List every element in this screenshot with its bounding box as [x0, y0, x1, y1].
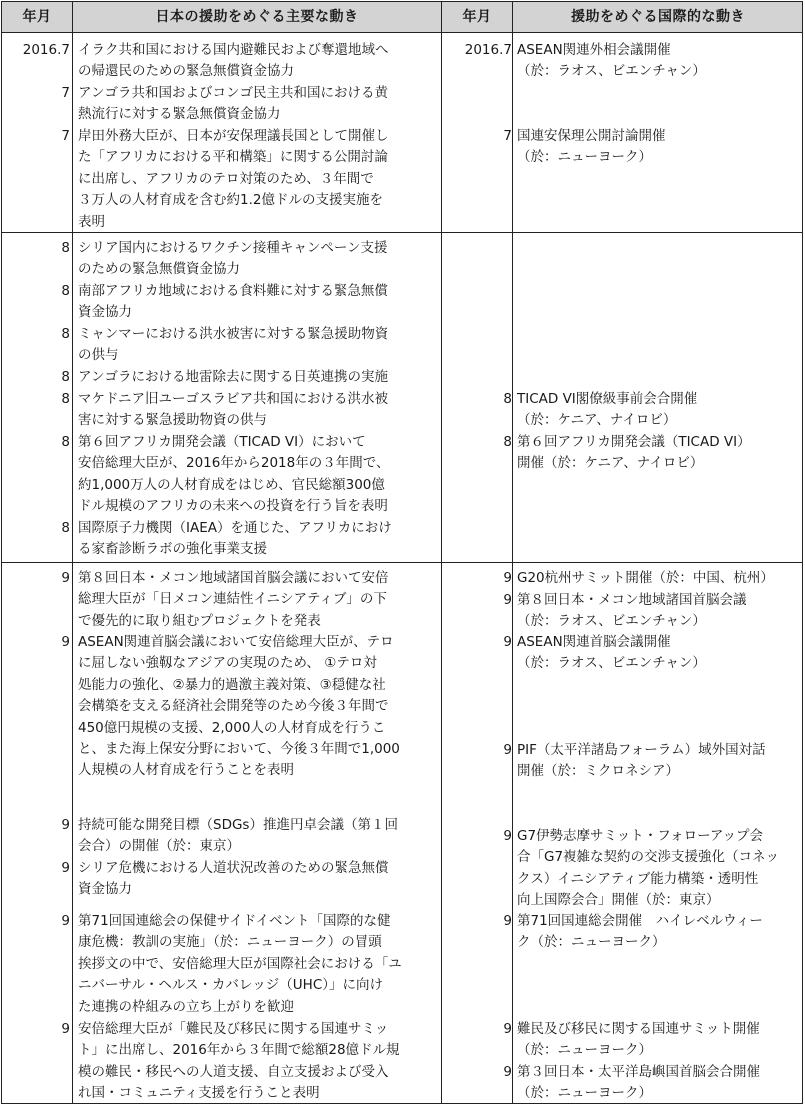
- japan-event: [78, 632, 444, 782]
- event-text-line: （於：ケニア、ナイロビ）: [517, 412, 677, 429]
- intl-event-date: 9: [503, 828, 512, 844]
- japan-event: [78, 815, 444, 858]
- japan-event: [78, 83, 444, 126]
- intl-event: [517, 432, 801, 475]
- intl-event-date: 9: [503, 1021, 512, 1037]
- event-text-line: 挨拶文の中で、安倍総理大臣が国際社会における「ユ: [78, 955, 402, 972]
- event-text-line: 総理大臣が「日メコン連結性イニシアティブ」の下: [78, 591, 387, 608]
- event-text-line: ニバーサル・ヘルス・カバレッジ（UHC）」に向け: [78, 977, 383, 994]
- intl-event: [517, 590, 801, 633]
- event-text-line: 持続可能な開発目標（SDGs）推進円卓会議（第１回: [78, 817, 398, 833]
- japan-event: [78, 126, 444, 233]
- event-text-line: 会構築を支える経済社会開発等のため今後３年間で: [78, 698, 389, 715]
- event-text-line: クス）イニシアティブ能力構築・透明性: [517, 870, 759, 887]
- event-text-line: 第６回アフリカ開発会議（TICAD VI）: [517, 434, 751, 450]
- event-text-line: G7伊勢志摩サミット・フォローアップ会: [517, 828, 763, 844]
- event-text-line: ト」に出席し、2016年から３年間で総額28億ドル規: [78, 1042, 400, 1059]
- event-text-line: 開催（於：ミクロネシア）: [517, 763, 679, 780]
- intl-event-date: 9: [503, 634, 512, 650]
- event-text-line: 向上国際会合」開催（於：東京）: [517, 892, 720, 909]
- intl-event-date: 7: [503, 128, 512, 144]
- header-japan: 日本の援助をめぐる主要な動き: [155, 9, 359, 25]
- event-text-line: 会合）の開催（於：東京）: [78, 838, 240, 855]
- japan-event: [78, 389, 444, 432]
- intl-event: [517, 568, 801, 589]
- event-text-line: 安倍総理大臣が「難民及び移民に関する国連サミッ: [78, 1021, 389, 1037]
- event-text-line: 難民及び移民に関する国連サミット開催: [517, 1021, 760, 1037]
- event-text-line: 熱流行に対する緊急無償資金協力: [78, 106, 281, 123]
- event-text-line: シリア国内におけるワクチン接種キャンペーン支援: [78, 240, 388, 256]
- event-text-line: ク（於：ニューヨーク）: [517, 934, 666, 951]
- intl-event: [517, 1062, 801, 1105]
- intl-event: [517, 632, 801, 675]
- event-text-line: 資金協力: [78, 881, 132, 898]
- event-text-line: TICAD VI閣僚級事前会合開催: [517, 391, 698, 407]
- intl-event: [517, 126, 801, 169]
- event-text-line: シリア危機における人道状況改善のための緊急無償: [78, 860, 389, 876]
- event-text-line: た「アフリカにおける平和構築」に関する公開討論: [78, 149, 388, 166]
- japan-event: [78, 568, 444, 632]
- event-text-line: 安倍総理大臣が、2016年から2018年の３年間で、: [78, 455, 390, 472]
- header-intl: 援助をめぐる国際的な動き: [571, 9, 745, 25]
- event-text-line: 資金協力: [78, 304, 132, 321]
- japan-event: [78, 518, 444, 561]
- event-text-line: ３万人の人材育成を含む約1.2億ドルの支援実施を: [78, 192, 383, 209]
- event-text-line: の供与: [78, 347, 119, 364]
- intl-event-date: 8: [503, 391, 512, 407]
- event-text-line: マケドニア旧ユーゴスラビア共和国における洪水被: [78, 391, 388, 407]
- intl-event-date: 9: [503, 570, 512, 586]
- japan-event-date: 8: [61, 326, 70, 342]
- japan-event-date: 2016.7: [22, 42, 70, 58]
- intl-event: [517, 826, 801, 912]
- event-text-line: で優先的に取り組むプロジェクトを発表: [78, 612, 321, 629]
- event-text-line: （於：ラオス、ビエンチャン）: [517, 655, 706, 672]
- column-divider: [72, 2, 73, 1103]
- event-text-line: 南部アフリカ地域における食料難に対する緊急無償: [78, 283, 388, 299]
- japan-event: [78, 324, 444, 367]
- event-text-line: （於：ニューヨーク）: [517, 1085, 652, 1102]
- event-text-line: ミャンマーにおける洪水被害に対する緊急援助物資: [78, 326, 389, 342]
- event-text-line: ASEAN関連首脳会議において安倍総理大臣が、テロ: [78, 634, 394, 650]
- event-text-line: 第８回日本・メコン地域諸国首脳会議において安倍: [78, 570, 389, 586]
- japan-event-date: 9: [61, 817, 70, 833]
- japan-event-date: 8: [61, 434, 70, 450]
- intl-event: [517, 389, 801, 432]
- intl-event-date: 2016.7: [464, 42, 512, 58]
- japan-event-date: 9: [61, 860, 70, 876]
- event-text-line: 第71回国連総会の保健サイドイベント「国際的な健: [78, 913, 391, 929]
- event-text-line: ASEAN関連首脳会議開催: [517, 634, 671, 650]
- event-text-line: PIF（太平洋諸島フォーラム）域外国対話: [517, 742, 766, 758]
- column-divider: [512, 2, 513, 1103]
- japan-event-date: 8: [61, 520, 70, 536]
- intl-event-date: 8: [503, 434, 512, 450]
- intl-event-date: 9: [503, 592, 512, 608]
- intl-event: [517, 911, 801, 954]
- event-text-line: ASEAN関連外相会議開催: [517, 42, 671, 58]
- event-text-line: 第８回日本・メコン地域諸国首脳会議: [517, 592, 747, 608]
- event-text-line: と、また海上保安分野において、今後３年間で1,000: [78, 740, 400, 757]
- table-header: [2, 2, 802, 33]
- event-text-line: アンゴラにおける地雷除去に関する日英連携の実施: [78, 369, 388, 385]
- event-text-line: 合「G7複雑な契約の交渉支援強化（コネッ: [517, 849, 780, 866]
- aid-timeline-table: [1, 1, 803, 1104]
- japan-event-date: 9: [61, 913, 70, 929]
- event-text-line: 国連安保理公開討論開催: [517, 128, 666, 144]
- japan-event-date: 9: [61, 1021, 70, 1037]
- intl-event: [517, 1019, 801, 1062]
- event-text-line: る家畜診断ラボの強化事業支援: [78, 541, 267, 558]
- intl-event-date: 9: [503, 742, 512, 758]
- japan-event: [78, 432, 444, 518]
- japan-event-date: 9: [61, 570, 70, 586]
- event-text-line: （於：ニューヨーク）: [517, 1042, 652, 1059]
- event-text-line: アンゴラ共和国およびコンゴ民主共和国における黄: [78, 85, 388, 101]
- intl-event: [517, 40, 801, 83]
- event-text-line: 国際原子力機関（IAEA）を通じた、アフリカにおけ: [78, 520, 392, 536]
- japan-event-date: 8: [61, 240, 70, 256]
- japan-event: [78, 858, 444, 901]
- japan-event-date: 8: [61, 369, 70, 385]
- header-year-left: 年月: [22, 9, 52, 25]
- japan-event-date: 8: [61, 283, 70, 299]
- japan-event-date: 7: [61, 128, 70, 144]
- event-text-line: ドル規模のアフリカの未来への投資を行う旨を表明: [78, 498, 388, 515]
- intl-event-date: 9: [503, 913, 512, 929]
- event-text-line: に出席し、アフリカのテロ対策のため、３年間で: [78, 170, 374, 187]
- event-text-line: イラク共和国における国内避難民および奪還地域へ: [78, 42, 389, 58]
- event-text-line: 表明: [78, 213, 105, 230]
- event-text-line: 約1,000万人の人材育成をはじめ、官民総額300億: [78, 476, 385, 493]
- row-divider: [2, 562, 802, 563]
- event-text-line: 開催（於：ケニア、ナイロビ）: [517, 455, 704, 472]
- event-text-line: 人規模の人材育成を行うことを表明: [78, 762, 294, 779]
- event-text-line: 第６回アフリカ開発会議（TICAD VI）において: [78, 434, 366, 450]
- event-text-line: のための緊急無償資金協力: [78, 261, 240, 278]
- japan-event: [78, 911, 444, 1018]
- event-text-line: た連携の枠組みの立ち上がりを歓迎: [78, 998, 294, 1015]
- japan-event: [78, 281, 444, 324]
- event-text-line: 岸田外務大臣が、日本が安保理議長国として開催し: [78, 128, 389, 144]
- event-text-line: 康危機：教訓の実施」（於：ニューヨーク）の冒頭: [78, 934, 382, 951]
- event-text-line: 処能力の強化、②暴力的過激主義対策、③穏健な社: [78, 676, 386, 693]
- intl-event: [517, 740, 801, 783]
- event-text-line: 害に対する緊急援助物資の供与: [78, 412, 267, 429]
- japan-event: [78, 238, 444, 281]
- japan-event-date: 7: [61, 85, 70, 101]
- event-text-line: 第71回国連総会開催 ハイレベルウィー: [517, 913, 763, 929]
- event-text-line: の帰還民のための緊急無償資金協力: [78, 63, 294, 80]
- japan-event-date: 9: [61, 634, 70, 650]
- intl-event-date: 9: [503, 1064, 512, 1080]
- event-text-line: に屈しない強靱なアジアの実現のため、 ①テロ対: [78, 655, 377, 672]
- japan-event-date: 8: [61, 391, 70, 407]
- event-text-line: 450億円規模の支援、2,000人の人材育成を行うこ: [78, 719, 386, 736]
- header-year-right: 年月: [462, 9, 492, 25]
- event-text-line: （於：ニューヨーク）: [517, 149, 652, 166]
- event-text-line: （於：ラオス、ビエンチャン）: [517, 613, 706, 630]
- event-text-line: れ国・コミュニティ支援を行うこと表明: [78, 1085, 320, 1102]
- event-text-line: 模の難民・移民への人道支援、自立支援および受入: [78, 1063, 389, 1080]
- event-text-line: 第３回日本・太平洋島嶼国首脳会合開催: [517, 1064, 760, 1080]
- japan-event: [78, 367, 444, 388]
- japan-event: [78, 1019, 444, 1105]
- event-text-line: G20杭州サミット開催（於：中国、杭州）: [517, 570, 774, 586]
- event-text-line: （於：ラオス、ビエンチャン）: [517, 63, 706, 80]
- japan-event: [78, 40, 444, 83]
